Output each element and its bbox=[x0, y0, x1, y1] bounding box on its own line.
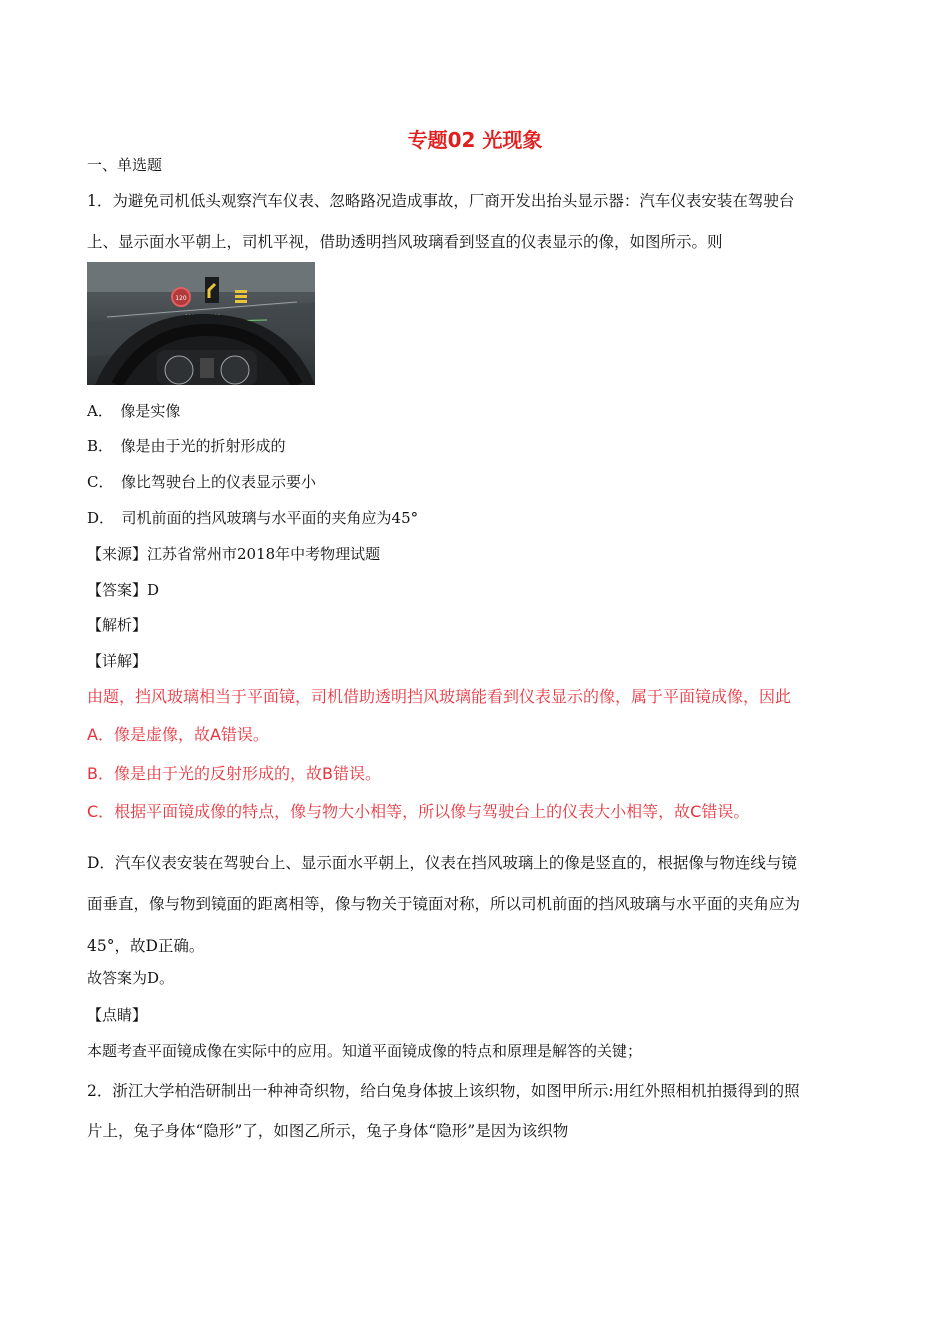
explanation-d-line-3: 45°，故D正确。 bbox=[87, 937, 205, 955]
explanation-line-1: 由题，挡风玻璃相当于平面镜，司机借助透明挡风玻璃能看到仪表显示的像，属于平面镜成像，因此 bbox=[87, 687, 792, 706]
question-2-stem-line-1: 2．浙江大学柏浩研制出一种神奇织物，给白兔身体披上该织物，如图甲所示:用红外照相机拍摄得到的照 bbox=[87, 1082, 800, 1100]
source-label: 【来源】江苏省常州市2018年中考物理试题 bbox=[87, 545, 381, 563]
explanation-d-line-1: D．汽车仪表安装在驾驶台上、显示面水平朝上，仪表在挡风玻璃上的像是竖直的，根据像与物连线与镜 bbox=[87, 854, 797, 872]
explanation-line-c: C．根据平面镜成像的特点，像与物大小相等，所以像与驾驶台上的仪表大小相等，故C错误。 bbox=[87, 802, 750, 821]
option-b: B． 像是由于光的折射形成的 bbox=[87, 437, 286, 455]
detail-label: 【详解】 bbox=[87, 652, 148, 670]
option-a: A． 像是实像 bbox=[87, 402, 181, 420]
analysis-label: 【解析】 bbox=[87, 616, 148, 634]
explanation-d-line-2: 面垂直，像与物到镜面的距离相等，像与物关于镜面对称，所以司机前面的挡风玻璃与水平面的夹角应为 bbox=[87, 895, 801, 913]
option-d: D． 司机前面的挡风玻璃与水平面的夹角应为45° bbox=[87, 509, 419, 527]
question-1-stem-line-1: 1．为避免司机低头观察汽车仪表、忽略路况造成事故，厂商开发出抬头显示器：汽车仪表安装在驾驶台 bbox=[87, 192, 795, 210]
section-heading: 一、单选题 bbox=[87, 156, 163, 174]
comment-text: 本题考查平面镜成像在实际中的应用。知道平面镜成像的特点和原理是解答的关键； bbox=[87, 1042, 643, 1060]
conclusion: 故答案为D。 bbox=[87, 969, 175, 987]
question-1-stem-line-2: 上、显示面水平朝上，司机平视，借助透明挡风玻璃看到竖直的仪表显示的像，如图所示。则 bbox=[87, 233, 723, 251]
explanation-line-a: A．像是虚像，故A错误。 bbox=[87, 725, 269, 744]
explanation-line-b: B．像是由于光的反射形成的，故B错误。 bbox=[87, 764, 381, 783]
comment-label: 【点睛】 bbox=[87, 1006, 148, 1024]
page-title: 专题02 光现象 bbox=[407, 128, 543, 152]
speed-limit-text: 120 bbox=[175, 295, 187, 302]
question-2-stem-line-2: 片上，兔子身体“隐形”了，如图乙所示，兔子身体“隐形”是因为该织物 bbox=[87, 1122, 569, 1140]
option-c: C． 像比驾驶台上的仪表显示要小 bbox=[87, 473, 316, 491]
head-up-display-figure bbox=[87, 262, 315, 385]
answer-label: 【答案】D bbox=[87, 581, 160, 599]
